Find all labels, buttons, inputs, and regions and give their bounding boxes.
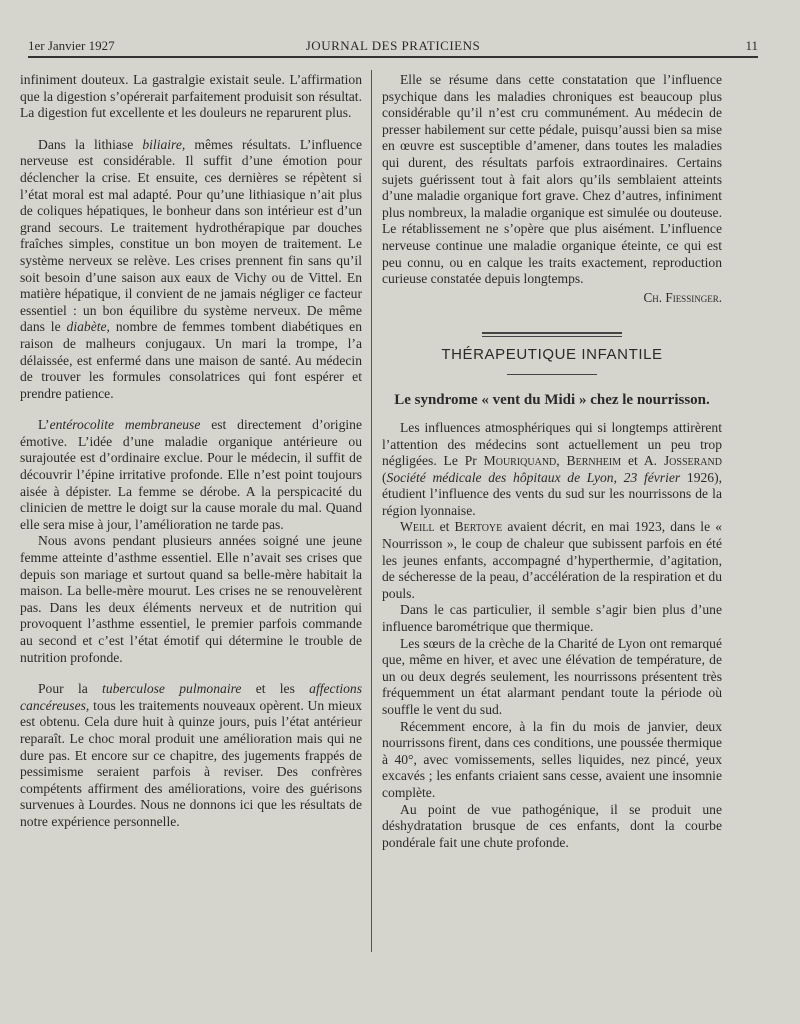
paragraph xyxy=(20,417,362,533)
paragraph: Nous avons pendant plusieurs années soigné une jeune femme atteinte d’asthme essentiel. Elle n’avait ses crises que depuis son mariage et surtout quand sa belle-mère habitait la maison. La belle-mère mourut. Les crises ne se renouvelèrent pas. Dans les deux éléments nerveux et de nutrition qui provoquent l’asthme essentiel, le premier parfois commande au second et c’est l’état émotif qui détermine le trouble de nutrition profonde. xyxy=(20,533,362,665)
emphasis: diabète, xyxy=(66,319,110,335)
emphasis: Société médicale des hôpitaux de Lyon, 23 février xyxy=(386,469,681,485)
paragraph: infiniment douteux. La gastralgie existait seule. L’affirmation que la digestion s’opérerait parfaitement produisit son résultat. La digestion fut excellente et les douleurs ne reparurent plus. xyxy=(20,72,362,121)
text-run: 1926), étudient l’influence des vents du sud sur les nourrissons de la région lyonnaise. xyxy=(382,469,723,518)
right-column xyxy=(382,72,722,851)
text-run: tous les traitements nouveaux opèrent. Un mieux est obtenu. Cela dure huit à quinze jours, puis l’état antérieur reparaît. Le choc moral produit une amélioration mais qui ne dure pas. Et encore sur ce chapitre, des jugements frappés de pessimisme seraient parfois à reviser. Des confrères compétents affirment des améliorations, voire des guérisons survenues à Lourdes. Nous ne donnons ici que les résultats de notre expérience personnelle. xyxy=(20,697,362,829)
section-title: THÉRAPEUTIQUE INFANTILE xyxy=(441,346,663,364)
paragraph: Les sœurs de la crèche de la Charité de Lyon ont remarqué que, même en hiver, et avec une élévation de température, de un ou deux degrés seulement, les nourrissons présentent très fréquemment un état alarmant pendant toute la période où souffle le vent du sud. xyxy=(382,635,722,717)
text-run: avaient décrit, en mai 1923, dans le « Nourrisson », le coup de chaleur que subissent parfois en été les jeunes enfants, accompagné d’hyperthermie, d’agitation, de sécheresse de la peau, d’accélération de la respiration et du pouls. xyxy=(382,519,723,601)
column-divider xyxy=(371,70,372,952)
text-run: mêmes résultats. L’influence nerveuse est considérable. Il suffit d’une émotion pour déclencher la crise. Et ensuite, ces dernières se répètent si l’état moral est mal adapté. Pour qu’une lithiasique n’ait plus de coliques hépatiques, le bonheur dans son intérieur est d’un grand secours. Le traitement hydrothérapique par douches fraîches simples, constitue un bon moyen de traitement. Le système nerveux se relève. Les crises prennent fin sans qu’il soit besoin d’une saison aux eaux de Vichy ou de Vittel. En matière hépatique, il convient de ne jamais négliger ce facteur essentiel : un bon équilibre du système nerveux. De même dans le xyxy=(20,136,362,335)
journal-title: JOURNAL DES PRATICIENS xyxy=(305,38,481,53)
paragraph: Au point de vue pathogénique, il se produit une déshydratation brusque de ces enfants, dont la courbe pondérale fait une chute profonde. xyxy=(382,801,722,850)
issue-date: 1er Janvier 1927 xyxy=(28,38,115,53)
text-run: et xyxy=(434,519,455,535)
emphasis: biliaire, xyxy=(142,136,186,152)
article-title: Le syndrome « vent du Midi » chez le nourrisson. xyxy=(394,391,710,408)
text-run: Les influences atmosphériques qui si longtemps attirèrent l’attention des médecins sont actuellement un peu trop négligées. Le Pr xyxy=(382,419,722,469)
page-header xyxy=(28,36,758,58)
emphasis: tuberculose pulmonaire xyxy=(102,681,242,697)
left-column xyxy=(20,72,362,831)
paragraph: Récemment encore, à la fin du mois de janvier, deux nourrissons firent, dans ces conditions, une poussée thermique à 40°, avec vomissements, selles liquides, nez pincé, yeux excavés ; les enfants criaient sans cesse, avaient une insomnie complète. xyxy=(382,718,722,800)
paragraph xyxy=(382,420,722,520)
author-name: Bernheim xyxy=(566,453,622,469)
page-number: 11 xyxy=(745,38,758,53)
author-name: Bertoye xyxy=(454,519,503,535)
section-rule xyxy=(482,332,622,337)
text-run: est directement d’origine émotive. L’idée d’une maladie organique antérieure ou surajoutée est d’ordinaire exclue. Pour le médecin, il suffit de découvrir l’épine irritative profonde. Elle n’est point toujours aisée à dépister. La femme se dérobe. A la perspicacité du clinicien de mettre le doigt sur la cause morale du mal. Quand elle sera mise à jour, l’amélioration ne tarde pas. xyxy=(20,417,362,532)
author-name: Josserand xyxy=(663,453,722,469)
text-run: L’ xyxy=(38,417,50,433)
emphasis: entérocolite membraneuse xyxy=(49,417,201,433)
paragraph: Dans le cas particulier, il semble s’agir bien plus d’une influence barométrique que thermique. xyxy=(382,602,722,635)
paragraph xyxy=(20,137,362,403)
author-signature: Ch. Fiessinger. xyxy=(643,289,722,305)
author-name: Mouriquand, xyxy=(483,453,560,469)
text-run: Pour la xyxy=(38,681,103,697)
text-run: ( xyxy=(382,469,387,485)
paragraph xyxy=(382,519,722,602)
title-rule xyxy=(507,374,597,375)
author-name: Weill xyxy=(400,519,435,535)
text-run: nombre de femmes tombent diabétiques en raison de malheurs conjugaux. Un mari la trompe, l’a délaissée, est enfermé dans une maison de santé. Au médecin de trouver les formules consolatrices qui font espérer et prendre patience. xyxy=(20,319,362,401)
text-run: et A. xyxy=(621,453,664,469)
emphasis: affections cancéreuses, xyxy=(20,681,363,713)
paragraph: Elle se résume dans cette constatation que l’influence psychique dans les maladies chroniques est beaucoup plus considérable qu’il n’est cru communément. Au médecin de presser habilement sur cette pédale, puisqu’aussi bien sa mise en œuvre est susceptible d’amener, dans toutes les maladies qui durent, des résultats parfois extraordinaires. Certains sujets guérissent tout à fait alors qu’ils semblaient atteints d’une maladie organique fort grave. Chez d’autres, infiniment plus nombreux, la maladie organique est simulée ou douteuse. Le rétablissement ne s’opère que plus aisément. L’influence nerveuse continue une maladie organique éteinte, ce qui est peu connu, ou en calque les traits exactement, reproduction curieuse constatée depuis longtemps. xyxy=(382,72,722,287)
paragraph xyxy=(20,681,362,830)
text-run: et les xyxy=(241,681,310,697)
text-run: Dans la lithiase xyxy=(38,136,143,152)
